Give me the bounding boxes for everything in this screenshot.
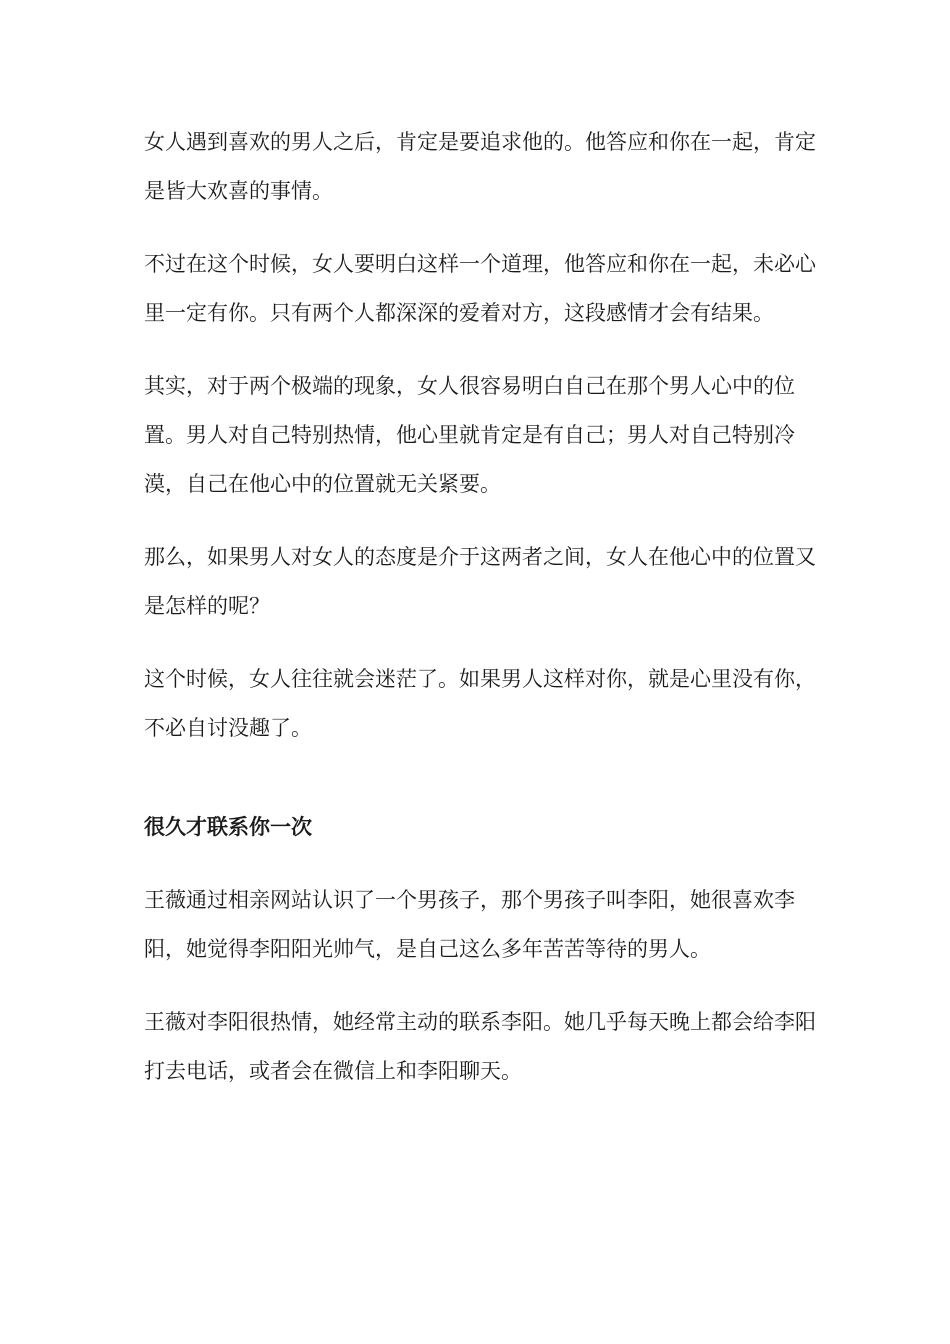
paragraph: 王薇对李阳很热情，她经常主动的联系李阳。她几乎每天晚上都会给李阳打去电话，或者会在微信上和李阳聊天。 [144, 1010, 816, 1083]
paragraph: 女人遇到喜欢的男人之后，肯定是要追求他的。他答应和你在一起，肯定是皆大欢喜的事情。 [144, 130, 816, 203]
paragraph: 不过在这个时候，女人要明白这样一个道理，他答应和你在一起，未必心里一定有你。只有两个人都深深的爱着对方，这段感情才会有结果。 [144, 252, 816, 325]
paragraph: 其实，对于两个极端的现象，女人很容易明白自己在那个男人心中的位置。男人对自己特别热情，他心里就肯定是有自己；男人对自己特别冷漠，自己在他心中的位置就无关紧要。 [144, 374, 795, 496]
paragraph: 这个时候，女人往往就会迷茫了。如果男人这样对你，就是心里没有你，不必自讨没趣了。 [144, 667, 816, 740]
paragraph: 那么，如果男人对女人的态度是介于这两者之间，女人在他心中的位置又是怎样的呢？ [144, 545, 816, 618]
section-heading: 很久才联系你一次 [144, 815, 312, 839]
document-body [144, 118, 816, 1120]
paragraph: 王薇通过相亲网站认识了一个男孩子，那个男孩子叫李阳，她很喜欢李阳，她觉得李阳阳光帅气，是自己这么多年苦苦等待的男人。 [144, 888, 795, 961]
